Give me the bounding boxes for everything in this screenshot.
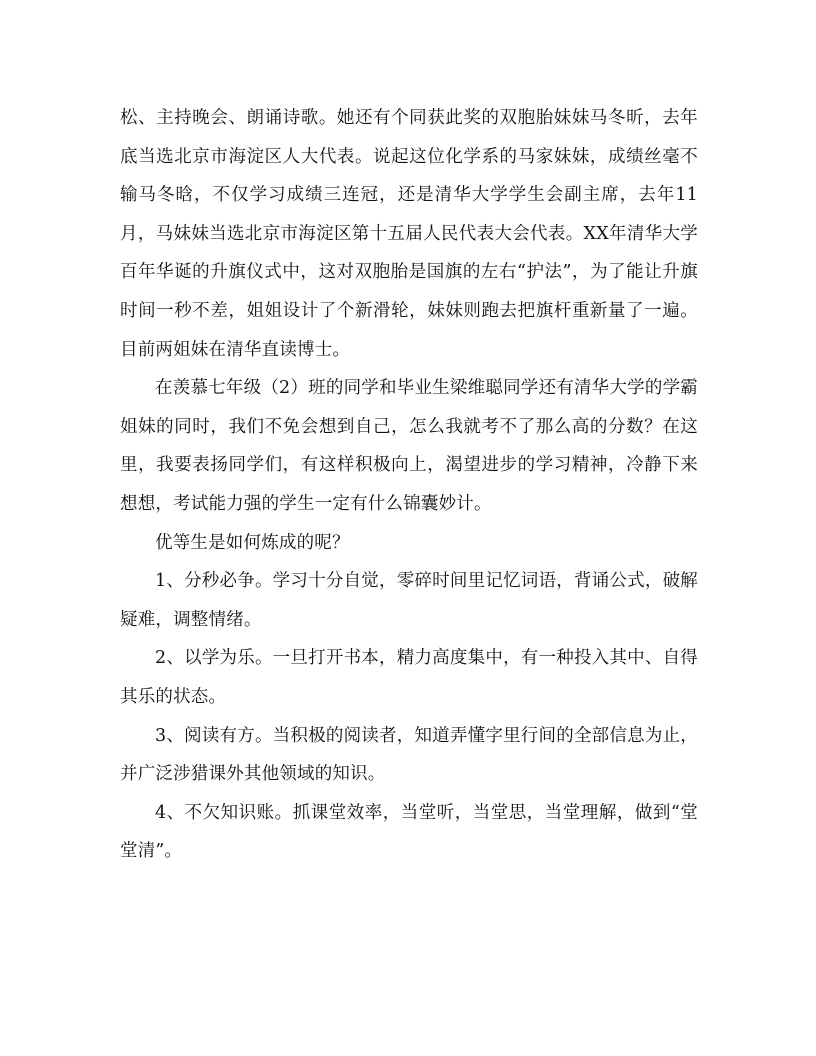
list-item-3: 3、阅读有方。当积极的阅读者，知道弄懂字里行间的全部信息为止，并广泛涉猎课外其他领域的知识。 (120, 725, 698, 785)
list-item-4: 4、不欠知识账。抓课堂效率，当堂听，当堂思，当堂理解，做到“堂堂清”。 (120, 802, 698, 862)
paragraph-twin-sisters: 松、主持晚会、朗诵诗歌。她还有个同获此奖的双胞胎妹妹马冬昕，去年底当选北京市海淀区人大代表。说起这位化学系的马家妹妹，成绩丝毫不输马冬晗，不仅学习成绩三连冠，还是清华大学学生会副主席，去年11月，马妹妹当选北京市海淀区第十五届人民代表大会代表。XX年清华大学百年华诞的升旗仪式中，这对双胞胎是国旗的左右“护法”，为了能让升旗时间一秒不差，姐姐设计了个新滑轮，妹妹则跑去把旗杆重新量了一遍。目前两姐妹在清华直读博士。 (120, 108, 698, 360)
paragraph-question-heading: 优等生是如何炼成的呢？ (155, 532, 350, 553)
document-body (120, 99, 698, 871)
paragraph-envy-classmates: 在羡慕七年级（2）班的同学和毕业生梁维聪同学还有清华大学的学霸姐妹的同时，我们不免会想到自己，怎么我就考不了那么高的分数？在这里，我要表扬同学们，有这样积极向上，渴望进步的学习精神，冷静下来想想，考试能力强的学生一定有什么锦囊妙计。 (120, 378, 698, 514)
list-item-2: 2、以学为乐。一旦打开书本，精力高度集中，有一种投入其中、自得其乐的状态。 (120, 648, 698, 707)
list-item-1: 1、分秒必争。学习十分自觉，零碎时间里记忆词语，背诵公式，破解疑难，调整情绪。 (120, 571, 698, 630)
